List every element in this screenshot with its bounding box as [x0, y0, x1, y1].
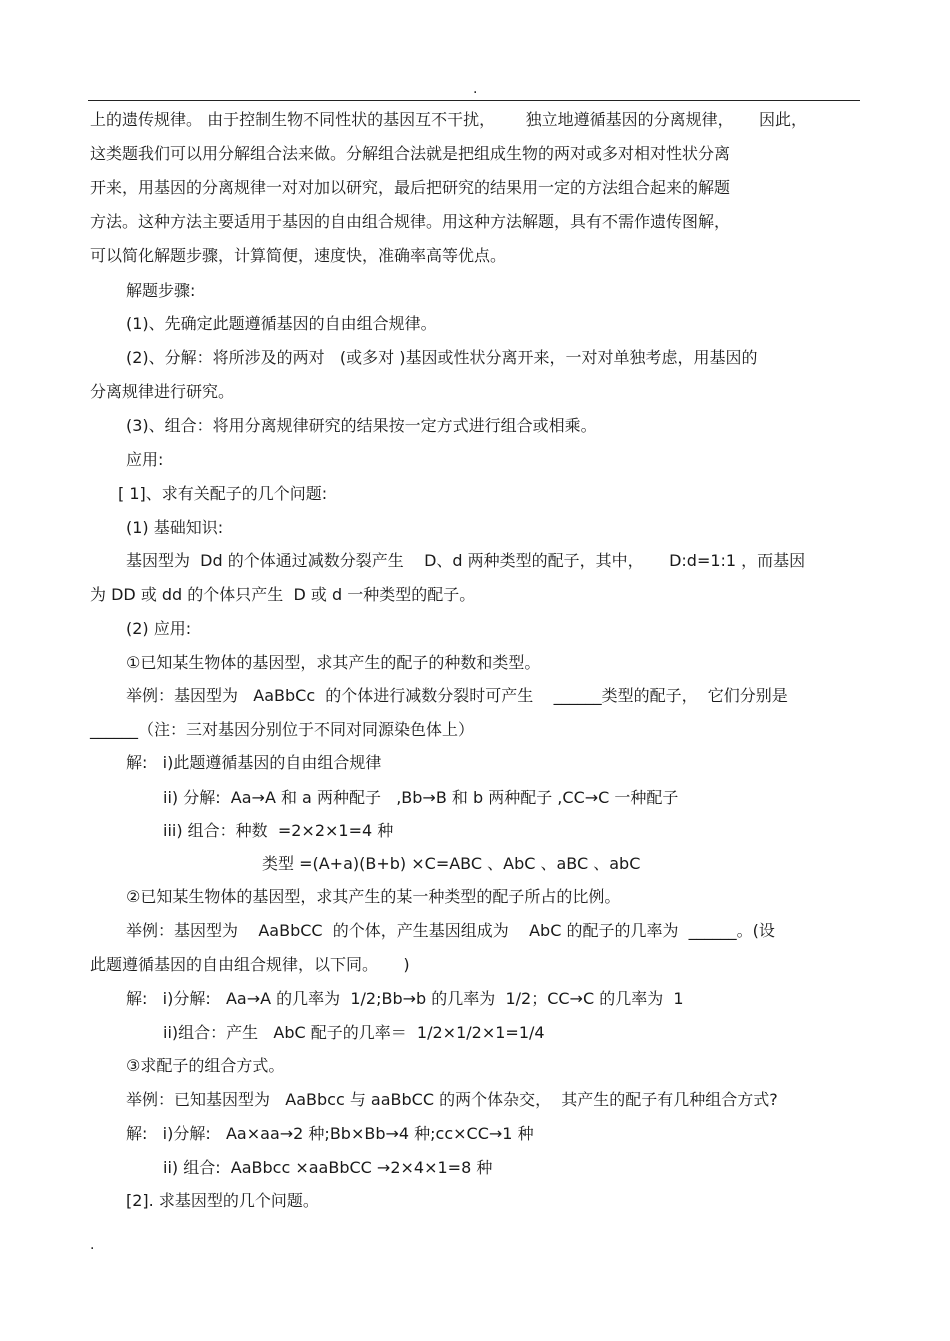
- solution-1-line: 类型 =(A+a)(B+b) ×C=ABC 、AbC 、aBC 、abC: [262, 854, 641, 873]
- solution-1-line: ii) 分解: Aa→A 和 a 两种配子 ,Bb→B 和 b 两种配子 ,CC→C 一种配子: [163, 788, 679, 807]
- section-2-heading: [2]. 求基因型的几个问题。: [126, 1191, 319, 1210]
- example-2-cont: 此题遵循基因的自由组合规律，以下同。 ): [90, 955, 410, 974]
- footer-dot: .: [90, 1237, 95, 1253]
- paragraph-line: 可以简化解题步骤，计算简便，速度快，准确率高等优点。: [90, 246, 507, 265]
- item-2-title: ②已知某生物体的基因型，求其产生的某一种类型的配子所占的比例。: [126, 887, 621, 906]
- step-1: (1)、先确定此题遵循基因的自由组合规律。: [126, 314, 437, 333]
- example-1-cont: ______（注：三对基因分别位于不同对同源染色体上）: [90, 720, 475, 739]
- steps-heading: 解题步骤:: [126, 281, 196, 300]
- example-3: 举例：已知基因型为 AaBbcc 与 aaBbCC 的两个体杂交， 其产生的配子有几种组合方式?: [126, 1090, 778, 1109]
- solution-1-line: iii) 组合：种数 =2×2×1=4 种: [163, 821, 394, 840]
- header-dot: .: [473, 81, 478, 97]
- example-1: 举例：基因型为 AaBbCc 的个体进行减数分裂时可产生 ______类型的配子， 它们分别是: [126, 686, 788, 705]
- solution-2-line: ii)组合：产生 AbC 配子的几率＝ 1/2×1/2×1=1/4: [163, 1023, 545, 1042]
- item-1-title: ①已知某生物体的基因型，求其产生的配子的种数和类型。: [126, 653, 541, 672]
- example-2: 举例：基因型为 AaBbCC 的个体，产生基因组成为 AbC 的配子的几率为 ______。(设: [126, 921, 775, 940]
- solution-1-line: 解: i)此题遵循基因的自由组合规律: [126, 753, 382, 772]
- solution-2-line: 解: i)分解: Aa→A 的几率为 1/2;Bb→b 的几率为 1/2；CC→C 的几率为 1: [126, 989, 684, 1008]
- paragraph-line: 方法。这种方法主要适用于基因的自由组合规律。用这种方法解题，具有不需作遗传图解，: [90, 212, 731, 231]
- step-2-cont: 分离规律进行研究。: [90, 382, 235, 401]
- apply-heading: (2) 应用:: [126, 619, 192, 638]
- step-2: (2)、分解：将所涉及的两对 (或多对 )基因或性状分离开来，一对对单独考虑，用基因的: [126, 348, 758, 367]
- basics-line: 基因型为 Dd 的个体通过减数分裂产生 D、d 两种类型的配子，其中， D:d=1:1 ，而基因: [126, 551, 806, 570]
- paragraph-line: 上的遗传规律。 由于控制生物不同性状的基因互不干扰， 独立地遵循基因的分离规律， 因此，: [90, 110, 808, 129]
- paragraph-line: 这类题我们可以用分解组合法来做。分解组合法就是把组成生物的两对或多对相对性状分离: [90, 144, 731, 163]
- paragraph-line: 开来，用基因的分离规律一对对加以研究，最后把研究的结果用一定的方法组合起来的解题: [90, 178, 731, 197]
- solution-3-line: ii) 组合: AaBbcc ×aaBbCC →2×4×1=8 种: [163, 1158, 493, 1177]
- basics-heading: (1) 基础知识:: [126, 518, 224, 537]
- application-heading: 应用:: [126, 450, 164, 469]
- step-3: (3)、组合：将用分离规律研究的结果按一定方式进行组合或相乘。: [126, 416, 597, 435]
- item-3-title: ③求配子的组合方式。: [126, 1056, 285, 1075]
- solution-3-line: 解: i)分解: Aa×aa→2 种;Bb×Bb→4 种;cc×CC→1 种: [126, 1124, 534, 1143]
- basics-line-cont: 为 DD 或 dd 的个体只产生 D 或 d 一种类型的配子。: [90, 585, 476, 604]
- section-1-heading: [ 1]、求有关配子的几个问题:: [118, 484, 328, 503]
